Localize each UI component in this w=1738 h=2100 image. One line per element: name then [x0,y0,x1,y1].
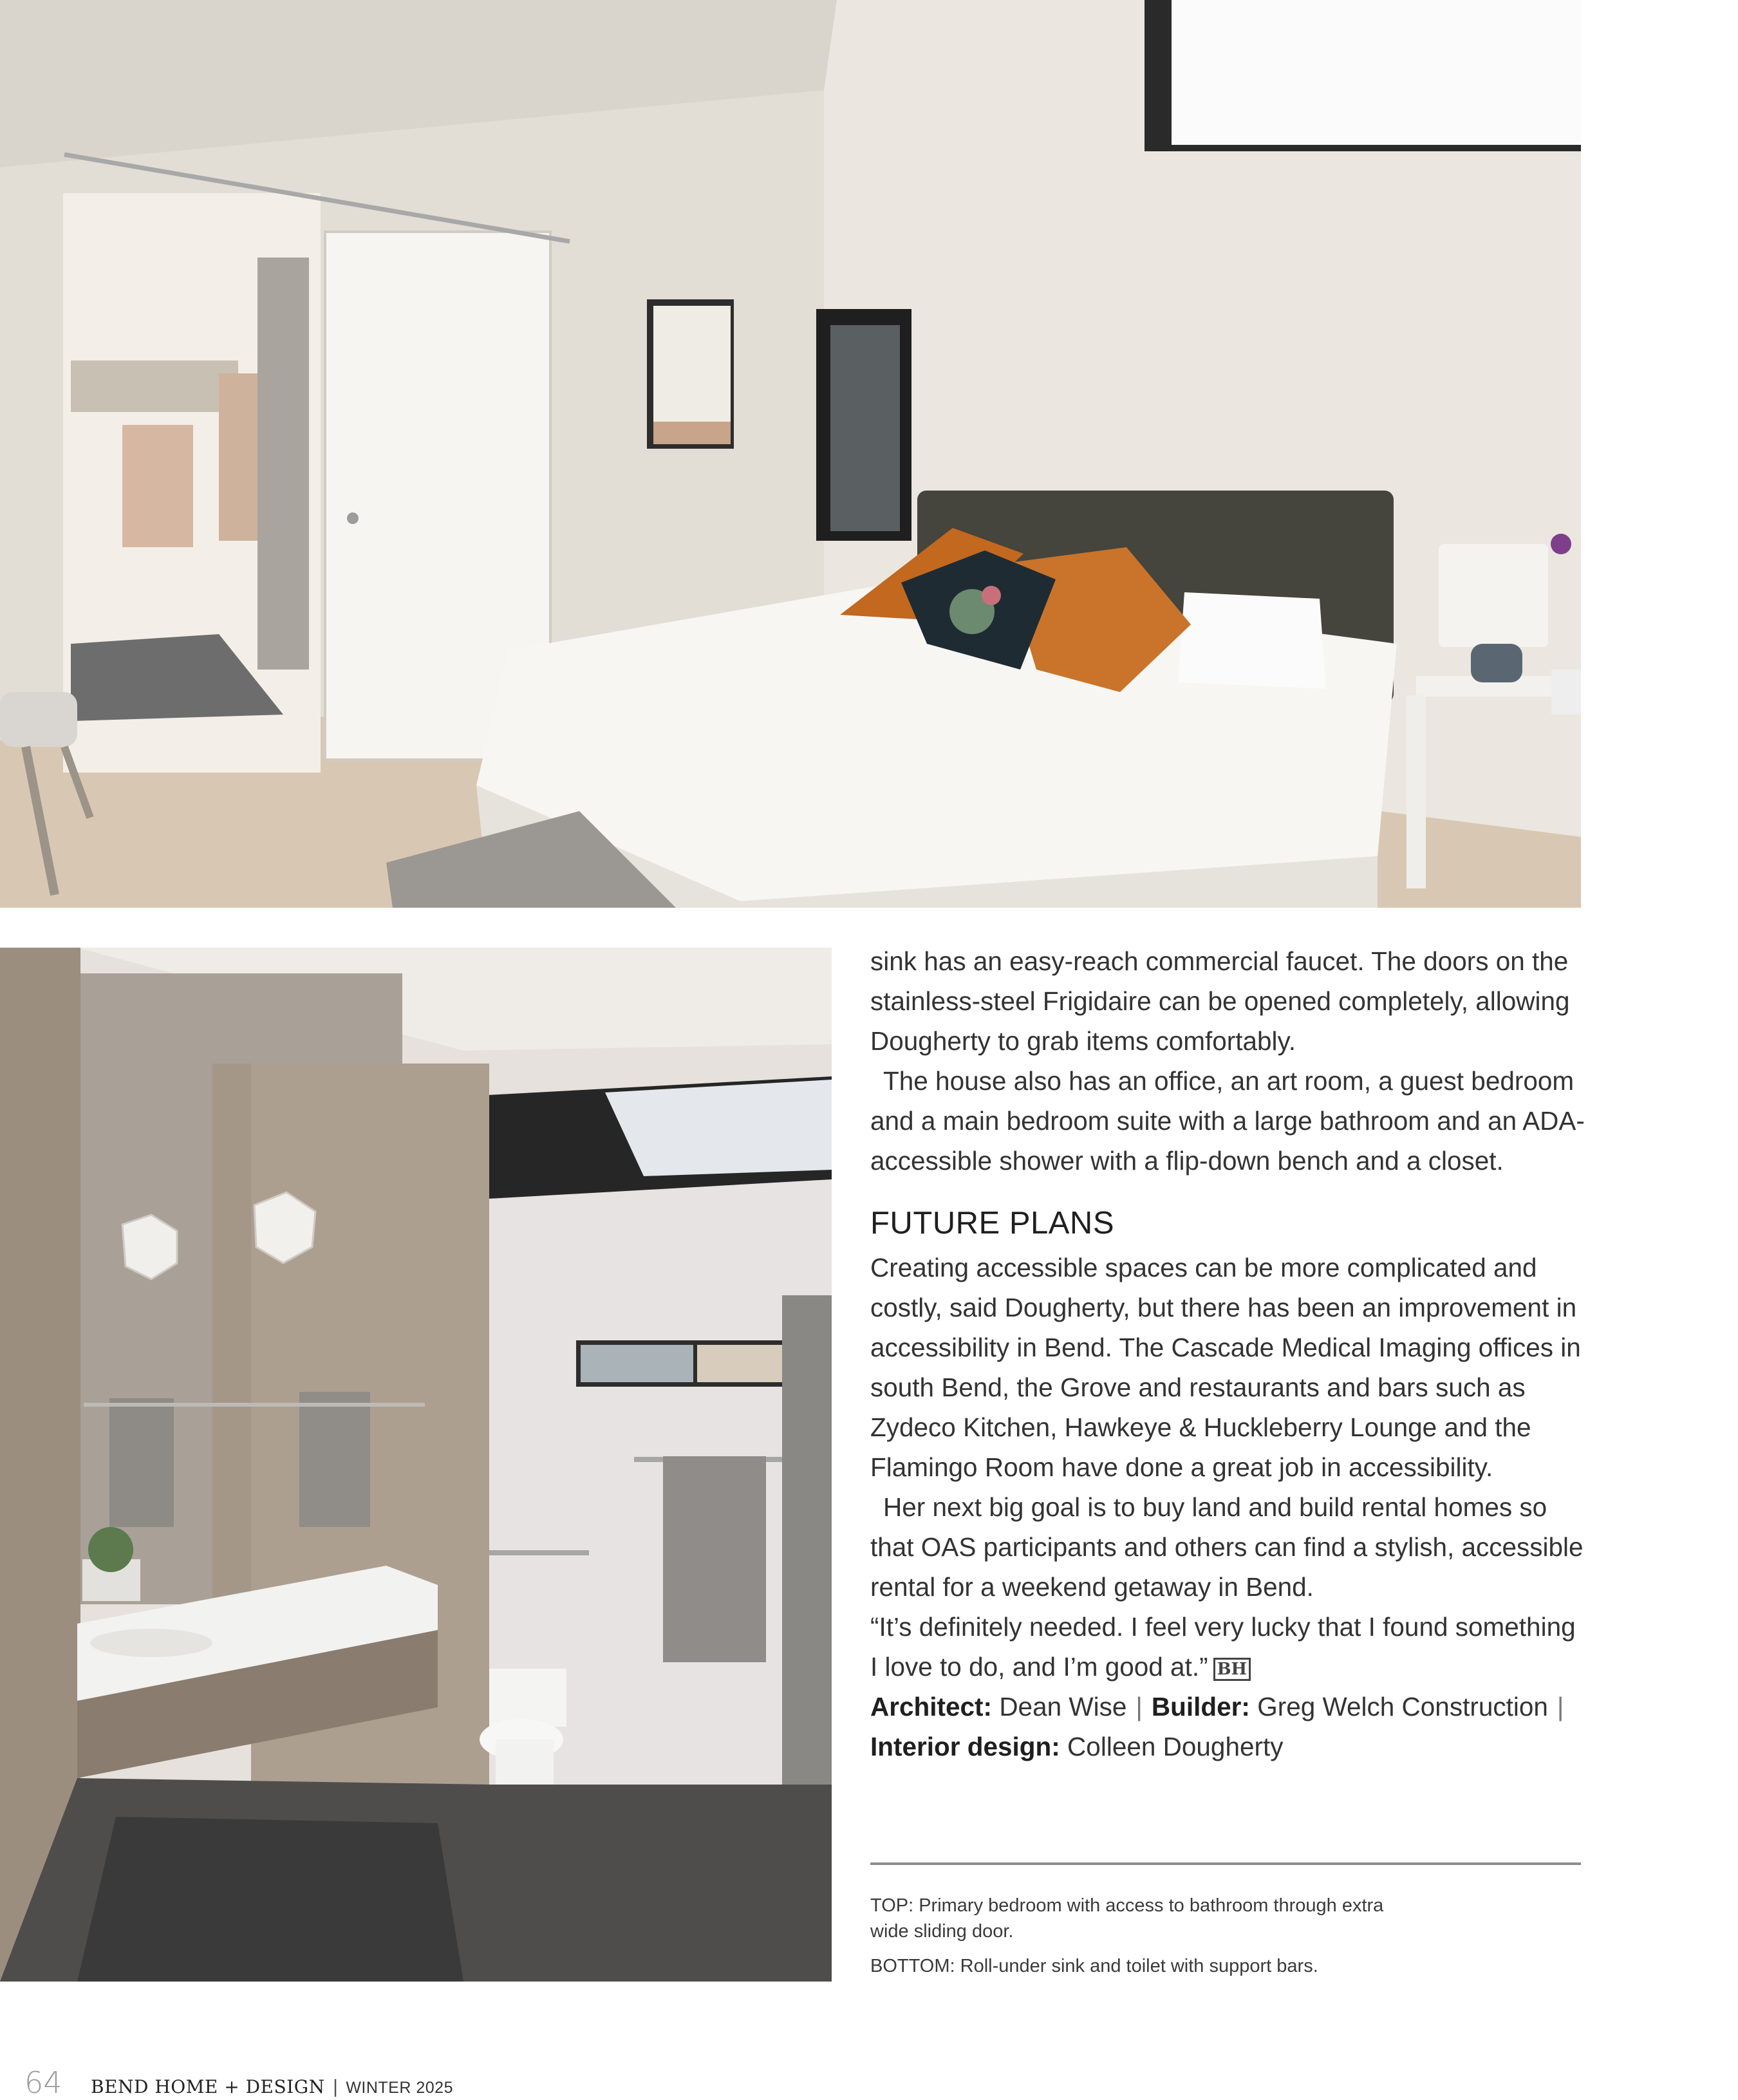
credits-separator: | [1135,1692,1143,1721]
paragraph: Creating accessible spaces can be more complicated and costly, said Dougherty, but there has been an improvement in accessibility in Bend. The Cascade Medical Imaging offices in south Bend, the Grove and restaurants and bars such as Zydeco Kitchen, Hawkeye & Huckleberry Lounge and the Flamingo Room have done a great job in accessibility. [870,1253,1581,1482]
footer-separator: | [333,2076,338,2097]
credits-separator: | [1556,1692,1564,1721]
issue-label: WINTER 2025 [346,2079,453,2097]
caption-divider [870,1862,1581,1865]
closing-quote-paragraph [870,1607,1585,1687]
magazine-name: BEND HOME + DESIGN [91,2076,325,2097]
caption-bottom: BOTTOM: Roll-under sink and toilet with support bars. [870,1956,1318,1976]
closing-quote: “It’s definitely needed. I feel very lucky that I found something I love to do, and I’m good at.” [870,1612,1576,1682]
page-footer [24,2065,453,2100]
bedroom-illustration [0,0,1581,908]
bathroom-illustration [0,948,832,1982]
section-heading: FUTURE PLANS [870,1206,1115,1241]
interior-design-label: Interior design: [870,1732,1060,1761]
caption-top: TOP: Primary bedroom with access to bathroom through extra wide sliding door. [870,1895,1384,1942]
paragraph: The house also has an office, an art room, a guest bedroom and a main bedroom suite with a large bathroom and an ADA-accessible shower with a flip-down bench and a closet. [870,1066,1585,1176]
photo-captions [870,1893,1385,1988]
paragraph: sink has an easy-reach commercial faucet. The doors on the stainless-steel Frigidaire can be opened completely, allowing Dougherty to grab items comfortably. [870,946,1570,1056]
architect-label: Architect: [870,1692,993,1721]
interior-designer-name: Colleen Dougherty [1067,1732,1284,1761]
builder-label: Builder: [1151,1692,1250,1721]
photo-bedroom [0,0,1581,908]
credits [870,1687,1585,1767]
builder-name: Greg Welch Construction [1257,1692,1548,1721]
article-body [870,941,1585,1767]
paragraph: Her next big goal is to buy land and build rental homes so that OAS participants and others can find a stylish, accessible rental for a weekend getaway in Bend. [870,1492,1584,1602]
architect-name: Dean Wise [999,1692,1127,1721]
photo-bathroom [0,948,832,1982]
page-number: 64 [24,2065,62,2100]
end-mark-icon: BH [1213,1658,1251,1681]
